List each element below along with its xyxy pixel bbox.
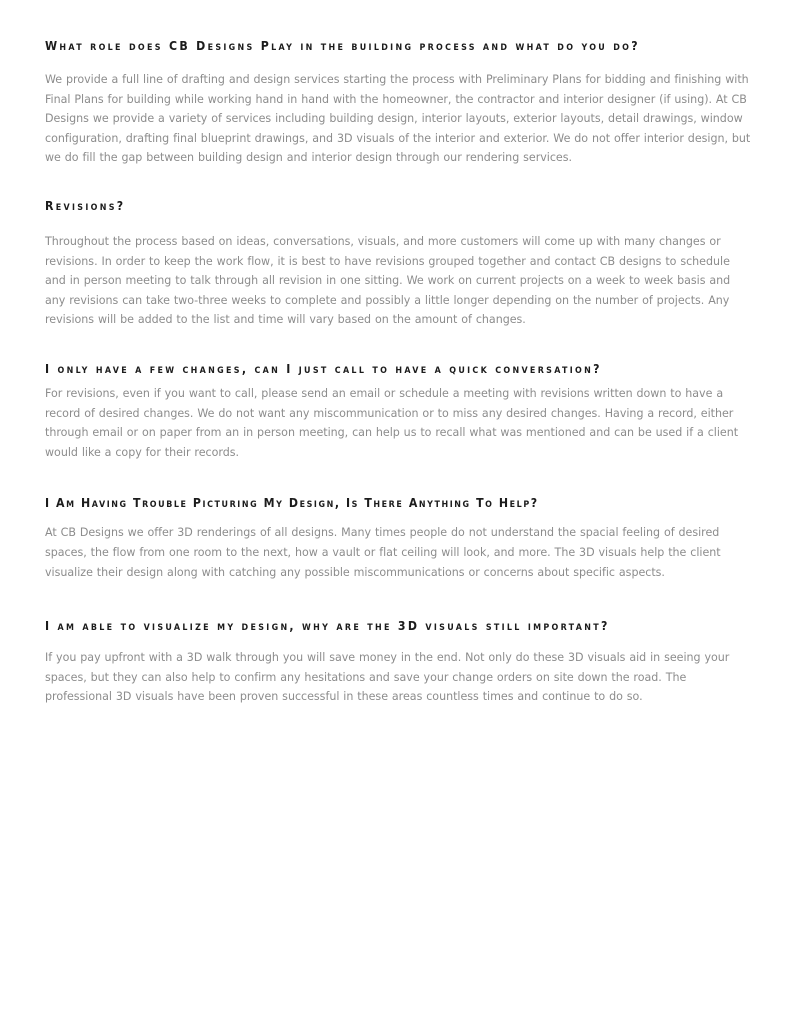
faq-question-heading: I am able to visualize my design, why are the 3D visuals still important? bbox=[45, 618, 610, 634]
faq-question-heading: I Am Having Trouble Picturing My Design, Is There Anything To Help? bbox=[45, 495, 539, 511]
faq-answer-paragraph: For revisions, even if you want to call, please send an email or schedule a meeting with revisions written down to have a record of desired changes. We do not want any miscommunication or to miss any desired changes. Having a record, either through email or on paper from an in person meeting, can help us to recall what was mentioned and can be used if a client would like a copy for their records. bbox=[45, 386, 739, 459]
faq-answer-paragraph: If you pay upfront with a 3D walk through you will save money in the end. Not only do these 3D visuals aid in seeing your spaces, but they can also help to confirm any hesitations and save your change orders on site down the road. The professional 3D visuals have been proven successful in these areas countless times and continue to do so. bbox=[45, 651, 730, 704]
faq-question-heading: Revisions? bbox=[45, 197, 126, 213]
faq-section-revisions bbox=[45, 198, 751, 330]
faq-section-role-of-cb-designs bbox=[45, 38, 751, 168]
faq-section-few-changes-quick-conversation bbox=[45, 361, 751, 462]
faq-question-heading: What role does CB Designs Play in the building process and what do you do? bbox=[45, 38, 640, 53]
faq-section-why-3d-visuals-important bbox=[45, 618, 751, 707]
faq-content bbox=[45, 38, 751, 707]
faq-answer-paragraph: We provide a full line of drafting and design services starting the process with Preliminary Plans for bidding and finishing with Final Plans for building while working hand in hand with the homeowner, the contractor and interior designer (if using). At CB Designs we provide a variety of services including building design, interior layouts, exterior layouts, detail drawings, window configuration, drafting final blueprint drawings, and 3D visuals of the interior and exterior. We do not offer interior design, but we do fill the gap between building design and interior design through our rendering services. bbox=[45, 73, 751, 165]
faq-answer-paragraph: At CB Designs we offer 3D renderings of all designs. Many times people do not understand the spacial feeling of desired spaces, the flow from one room to the next, how a vault or flat ceiling will look, and more. The 3D visuals help the client visualize their design along with catching any possible miscommunications or concerns about specific aspects. bbox=[45, 526, 721, 579]
faq-section-trouble-picturing-design bbox=[45, 495, 751, 582]
faq-question-heading: I only have a few changes, can I just call to have a quick conversation? bbox=[45, 360, 602, 376]
faq-answer-paragraph: Throughout the process based on ideas, conversations, visuals, and more customers will come up with many changes or revisions. In order to keep the work flow, it is best to have revisions grouped together and contact CB designs to schedule and in person meeting to talk through all revision in one sitting. We work on current projects on a week to week basis and any revisions can take two-three weeks to complete and possibly a little longer depending on the number of projects. Any revisions will be added to the list and time will vary based on the amount of changes. bbox=[45, 234, 731, 327]
